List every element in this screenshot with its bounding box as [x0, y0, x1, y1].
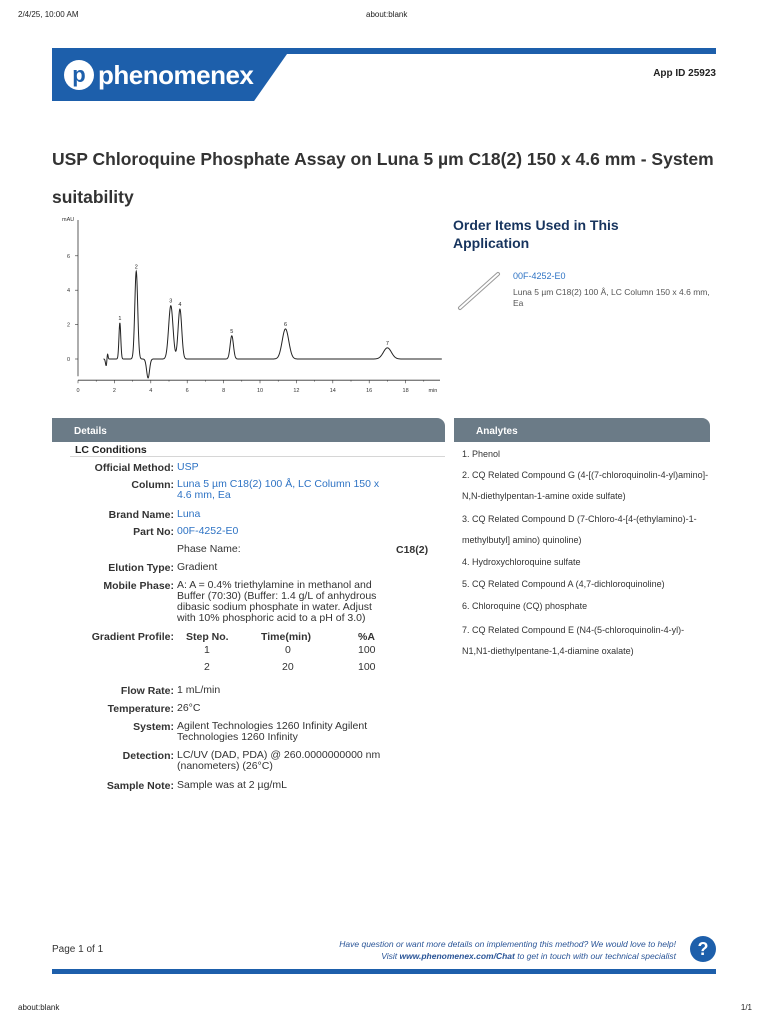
gradient-header-step: Step No. — [186, 631, 229, 643]
column-product-icon — [456, 270, 502, 312]
x-tick-label: 2 — [112, 388, 116, 395]
brand-name-label: Brand Name: — [108, 509, 174, 521]
page-title: USP Chloroquine Phosphate Assay on Luna 5 µm C18(2) 150 x 4.6 mm - System suitability — [52, 149, 714, 207]
system-value: Agilent Technologies 1260 Infinity Agilent Technologies 1260 Infinity — [177, 720, 368, 743]
analyte-item: 4. Hydroxychloroquine sulfate — [462, 557, 581, 567]
brand-name-link[interactable]: Luna — [177, 508, 201, 520]
part-no-label: Part No: — [133, 526, 174, 538]
peak-label: 6 — [283, 321, 288, 328]
gradient-cell: 2 — [204, 661, 210, 673]
part-no-link[interactable]: 00F-4252-E0 — [177, 525, 239, 537]
order-part-link[interactable]: 00F-4252-E0 — [513, 271, 566, 281]
temperature-value: 26°C — [177, 702, 201, 714]
mobile-phase-label: Mobile Phase: — [103, 580, 174, 592]
analyte-item: 2. CQ Related Compound G (4-[(7-chloroquinolin-4-yl)amino]-N,N-diethylpentan-1-amine oxide sulfate) — [462, 470, 709, 501]
gradient-cell: 20 — [282, 661, 294, 673]
analyte-item: 7. CQ Related Compound E (N4-(5-chloroquinolin-4-yl)-N1,N1-diethylpentane-1,4-diamine oxalate) — [462, 625, 685, 656]
chromatogram-trace — [103, 271, 441, 378]
y-tick-label: 4 — [66, 288, 70, 295]
question-icon[interactable]: ? — [690, 936, 716, 962]
detection-value: LC/UV (DAD, PDA) @ 260.0000000000 nm (nanometers) (26°C) — [177, 749, 381, 772]
print-datetime: 2/4/25, 10:00 AM — [18, 10, 79, 19]
lc-conditions-label: LC Conditions — [75, 444, 147, 456]
x-tick-label: 14 — [329, 388, 336, 395]
chromatogram — [52, 212, 447, 402]
lc-divider — [70, 456, 445, 457]
print-footer-url: about:blank — [18, 1003, 60, 1012]
y-axis-label: mAU — [62, 217, 75, 223]
chart-axes — [62, 217, 440, 394]
gradient-header-time: Time(min) — [261, 631, 311, 643]
x-tick-label: 8 — [222, 388, 226, 395]
analyte-item: 6. Chloroquine (CQ) phosphate — [462, 601, 588, 611]
gradient-cell: 1 — [204, 644, 210, 656]
y-tick-label: 6 — [66, 253, 70, 260]
peak-label: 7 — [385, 340, 389, 347]
footer-rule — [52, 969, 716, 974]
elution-type-value: Gradient — [177, 561, 218, 573]
page-number: Page 1 of 1 — [52, 944, 104, 955]
gradient-cell: 100 — [358, 661, 376, 673]
help-text — [339, 938, 676, 962]
x-tick-label: min — [428, 388, 438, 395]
analytes-tab[interactable]: Analytes — [454, 418, 710, 442]
gradient-profile-label: Gradient Profile: — [91, 631, 174, 643]
peak-label: 1 — [118, 315, 122, 322]
peak-label: 4 — [178, 302, 182, 309]
order-description: Luna 5 µm C18(2) 100 Å, LC Column 150 x 4.6 mm, Ea — [513, 287, 710, 308]
peak-label: 3 — [169, 298, 173, 305]
help-line-2-prefix: Visit — [381, 951, 400, 961]
x-tick-label: 6 — [185, 388, 189, 395]
analyte-item: 3. CQ Related Compound D (7-Chloro-4-[4-(ethylamino)-1-methylbutyl] amino) quinoline) — [462, 514, 697, 545]
x-tick-label: 18 — [402, 388, 409, 395]
app-id: App ID 25923 — [653, 68, 716, 79]
print-url: about:blank — [366, 10, 408, 19]
analyte-item: 1. Phenol — [462, 449, 501, 459]
gradient-header-percent: %A — [358, 631, 375, 643]
brand-logo[interactable]: phenomenex — [98, 60, 254, 90]
peak-labels — [118, 264, 389, 347]
system-label: System: — [133, 721, 174, 733]
header-rule — [52, 48, 716, 54]
chat-link[interactable]: www.phenomenex.com/Chat — [399, 951, 515, 961]
logo-p-icon: p — [72, 62, 86, 87]
temperature-label: Temperature: — [107, 703, 174, 715]
x-tick-label: 0 — [76, 388, 80, 395]
column-link[interactable]: Luna 5 µm C18(2) 100 Å, LC Column 150 x 4.6 mm, Ea — [177, 478, 380, 501]
sample-note-value: Sample was at 2 µg/mL — [177, 779, 287, 791]
gradient-cell: 100 — [358, 644, 376, 656]
column-label: Column: — [131, 479, 174, 491]
mobile-phase-value: A: A = 0.4% triethylamine in methanol and Buffer (70:30) (Buffer: 1.4 g/L of anhydrous dibasic sodium phosphate in water. Adjust with 10% phosphoric acid to a pH of 3.0) — [177, 579, 377, 624]
help-line-2 — [339, 950, 676, 962]
sample-note-label: Sample Note: — [106, 780, 174, 792]
y-tick-label: 0 — [66, 357, 70, 363]
x-tick-label: 4 — [149, 388, 153, 395]
y-tick-label: 2 — [66, 322, 70, 329]
x-tick-label: 16 — [366, 388, 373, 395]
peak-label: 2 — [134, 264, 138, 271]
analyte-item: 5. CQ Related Compound A (4,7-dichloroquinoline) — [462, 579, 665, 589]
order-items-title: Order Items Used in This Application — [453, 217, 619, 251]
x-tick-label: 10 — [256, 388, 264, 395]
phase-name-label: Phase Name: — [177, 543, 241, 555]
elution-type-label: Elution Type: — [108, 562, 174, 574]
details-tab[interactable]: Details — [52, 418, 445, 442]
help-line-2-suffix: to get in touch with our technical specialist — [514, 951, 676, 961]
official-method-link[interactable]: USP — [177, 461, 199, 473]
x-tick-label: 12 — [293, 388, 300, 395]
detection-label: Detection: — [122, 750, 174, 762]
peak-label: 5 — [230, 328, 234, 335]
gradient-cell: 0 — [285, 644, 291, 656]
flow-rate-value: 1 mL/min — [177, 684, 221, 696]
flow-rate-label: Flow Rate: — [120, 685, 174, 697]
help-line-1: Have question or want more details on implementing this method? We would love to help! — [339, 939, 676, 949]
phase-name-value: C18(2) — [396, 544, 429, 556]
official-method-label: Official Method: — [94, 462, 174, 474]
print-footer-page: 1/1 — [740, 1003, 752, 1012]
